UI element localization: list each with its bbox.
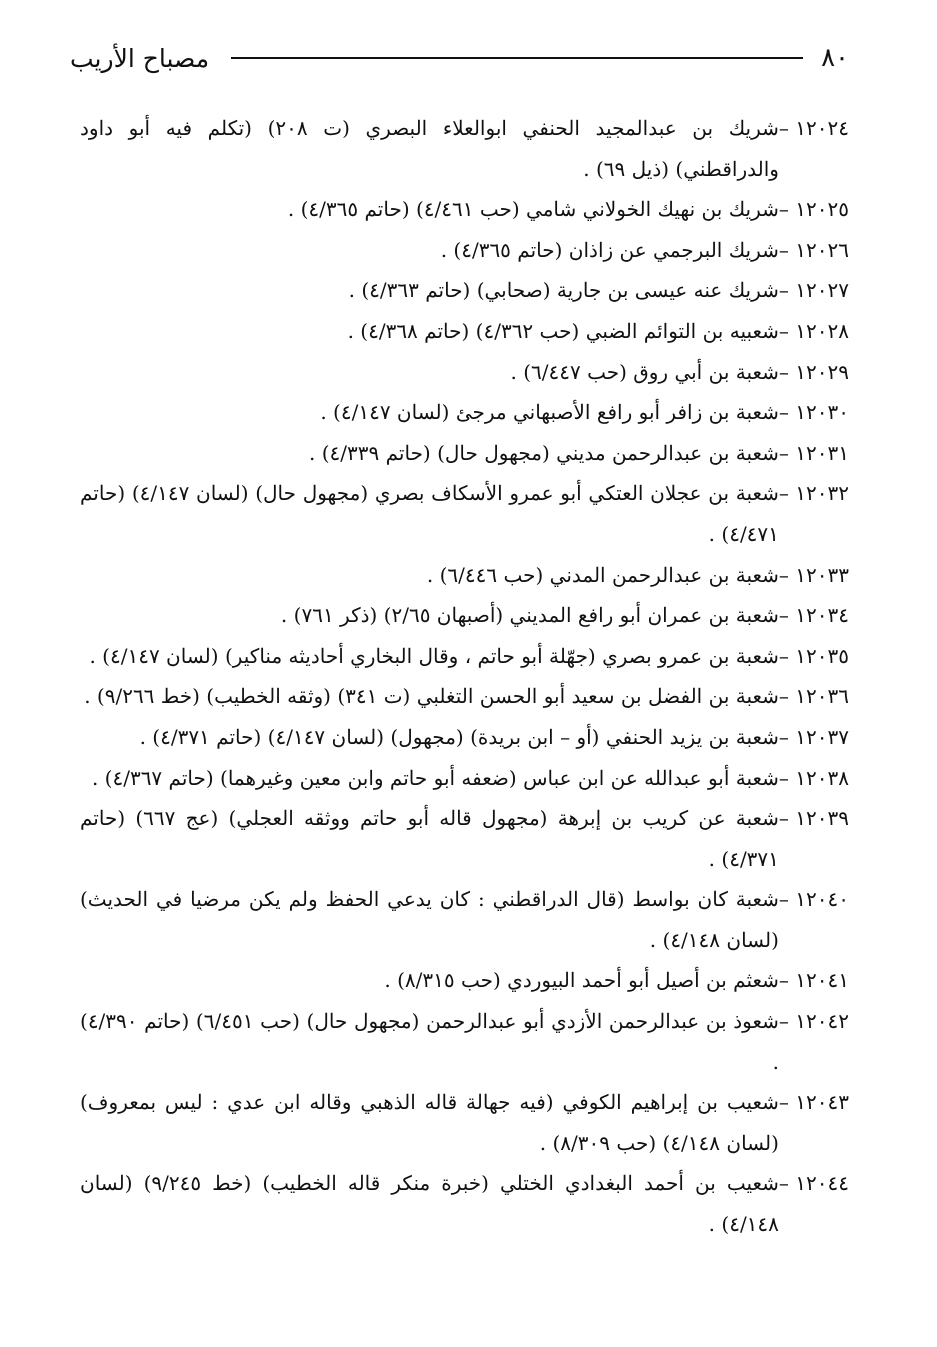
entry-number: ١٢٠٣٧ – [778, 724, 849, 749]
entry [80, 1082, 849, 1163]
entry-number: ١٢٠٢٧ – [778, 278, 849, 303]
entry-text: شعبة كان بواسط (قال الدراقطني : كان يدعي الحفظ ولم يكن مرضيا في الحديث) (لسان ٤/١٤٨) . [80, 887, 779, 952]
entry [80, 636, 849, 677]
entry [80, 473, 849, 554]
entry-text: شعبة بن أبي روق (حب ٦/٤٤٧) . [510, 359, 779, 384]
entry-text: شعبة بن زافر أبو رافع الأصبهاني مرجئ (لسان ٤/١٤٧) . [320, 400, 779, 425]
entry-text: شعيب بن أحمد البغدادي الختلي (خبرة منكر قاله الخطيب) (خط ٩/٢٤٥) (لسان ٤/١٤٨) . [80, 1171, 779, 1237]
entry-text: شريك بن عبدالمجيد الحنفي ابوالعلاء البصري (ت ٢٠٨) (تكلم فيه أبو داود والدراقطني) (ذيل ٦٩) . [80, 116, 779, 181]
entry-number: ١٢٠٤١ – [778, 968, 849, 993]
entry [80, 433, 849, 474]
entry-text: شعيب بن إبراهيم الكوفي (فيه جهالة قاله الذهبي وقاله ابن عدي : ليس بمعروف) (لسان ٤/١٤٨) (حب ٨/٣٠٩) . [80, 1090, 779, 1155]
entry [80, 189, 849, 230]
entry-text: شعبة بن عمرو بصري (جهّلة أبو حاتم ، وقال البخاري أحاديثه مناكير) (لسان ٤/١٤٧) . [89, 643, 779, 668]
entry [80, 352, 849, 393]
entry [80, 311, 849, 352]
entry [80, 555, 849, 596]
entry-number: ١٢٠٣٦ – [778, 684, 849, 709]
entry-text: شريك عنه عيسى بن جارية (صحابي) (حاتم ٤/٣٦٣) . [348, 278, 779, 303]
entry-number: ١٢٠٢٦ – [778, 237, 849, 262]
entry [80, 676, 849, 717]
entry-number: ١٢٠٢٩ – [778, 359, 849, 384]
entry-text: شعبة عن كريب بن إبرهة (مجهول قاله أبو حاتم ووثقه العجلي) (عج ٦٦٧) (حاتم ٤/٣٧١) . [80, 806, 779, 871]
page-header [70, 38, 849, 78]
entry-text: شعوذ بن عبدالرحمن الأزدي أبو عبدالرحمن (مجهول حال) (حب ٦/٤٥١) (حاتم ٤/٣٩٠) . [80, 1009, 779, 1074]
entry-number: ١٢٠٣٤ – [778, 603, 849, 628]
entry-number: ١٢٠٢٥ – [778, 197, 849, 222]
entry [80, 960, 849, 1001]
entry-text: شعبة بن عبدالرحمن المدني (حب ٦/٤٤٦) . [426, 562, 779, 587]
entry-number: ١٢٠٢٤ – [778, 116, 849, 140]
entry-text: شريك بن نهيك الخولاني شامي (حب ٤/٤٦١) (حاتم ٤/٣٦٥) . [287, 197, 779, 222]
entry-text: شعثم بن أصيل أبو أحمد البيوردي (حب ٨/٣١٥) . [384, 968, 779, 993]
entry-number: ١٢٠٣٢ – [778, 481, 849, 506]
entry-number: ١٢٠٣٣ – [778, 562, 849, 587]
entry-number: ١٢٠٣٥ – [778, 643, 849, 668]
entry [80, 717, 849, 758]
entry [80, 879, 849, 960]
entry-number: ١٢٠٤٣ – [778, 1090, 849, 1115]
entry-number: ١٢٠٤٠ – [778, 887, 849, 912]
entry [80, 1001, 849, 1082]
entry [80, 595, 849, 636]
entry-number: ١٢٠٣٨ – [778, 765, 849, 790]
entry-text: شعبة بن عبدالرحمن مديني (مجهول حال) (حاتم ٤/٣٣٩) . [308, 440, 779, 465]
entry-text: شعبة بن يزيد الحنفي (أو – ابن بريدة) (مجهول) (لسان ٤/١٤٧) (حاتم ٤/٣٧١) . [139, 724, 779, 749]
entry-number: ١٢٠٢٨ – [778, 318, 849, 343]
entry-number: ١٢٠٤٢ – [778, 1009, 849, 1034]
entry-list [80, 108, 849, 1245]
entry-text: شعبيه بن التوائم الضبي (حب ٤/٣٦٢) (حاتم ٤/٣٦٨) . [347, 318, 779, 343]
entry [80, 798, 849, 879]
book-title: مصباح الأريب [70, 43, 210, 73]
entry [80, 758, 849, 799]
entry [80, 108, 849, 189]
page-number: ٨٠ [821, 43, 849, 73]
entry [80, 270, 849, 311]
entry-number: ١٢٠٣١ – [778, 440, 849, 465]
entry-text: شعبة بن عجلان العتكي أبو عمرو الأسكاف بصري (مجهول حال) (لسان ٤/١٤٧) (حاتم ٤/٤٧١) . [80, 481, 779, 546]
entry [80, 392, 849, 433]
entry [80, 230, 849, 271]
entry-text: شريك البرجمي عن زاذان (حاتم ٤/٣٦٥) . [440, 237, 779, 262]
entry-text: شعبة بن عمران أبو رافع المديني (أصبهان ٢/٦٥) (ذكر ٧٦١) . [280, 603, 779, 628]
header-rule [231, 57, 803, 59]
entry-number: ١٢٠٣٩ – [778, 806, 849, 831]
entry-number: ١٢٠٣٠ – [778, 400, 849, 425]
entry-text: شعبة بن الفضل بن سعيد أبو الحسن التغلبي (ت ٣٤١) (وثقه الخطيب) (خط ٩/٢٦٦) . [84, 684, 779, 709]
entry-number: ١٢٠٤٤ – [778, 1171, 849, 1196]
entry [80, 1163, 849, 1244]
entry-text: شعبة أبو عبدالله عن ابن عباس (ضعفه أبو حاتم وابن معين وغيرهما) (حاتم ٤/٣٦٧) . [91, 765, 779, 790]
